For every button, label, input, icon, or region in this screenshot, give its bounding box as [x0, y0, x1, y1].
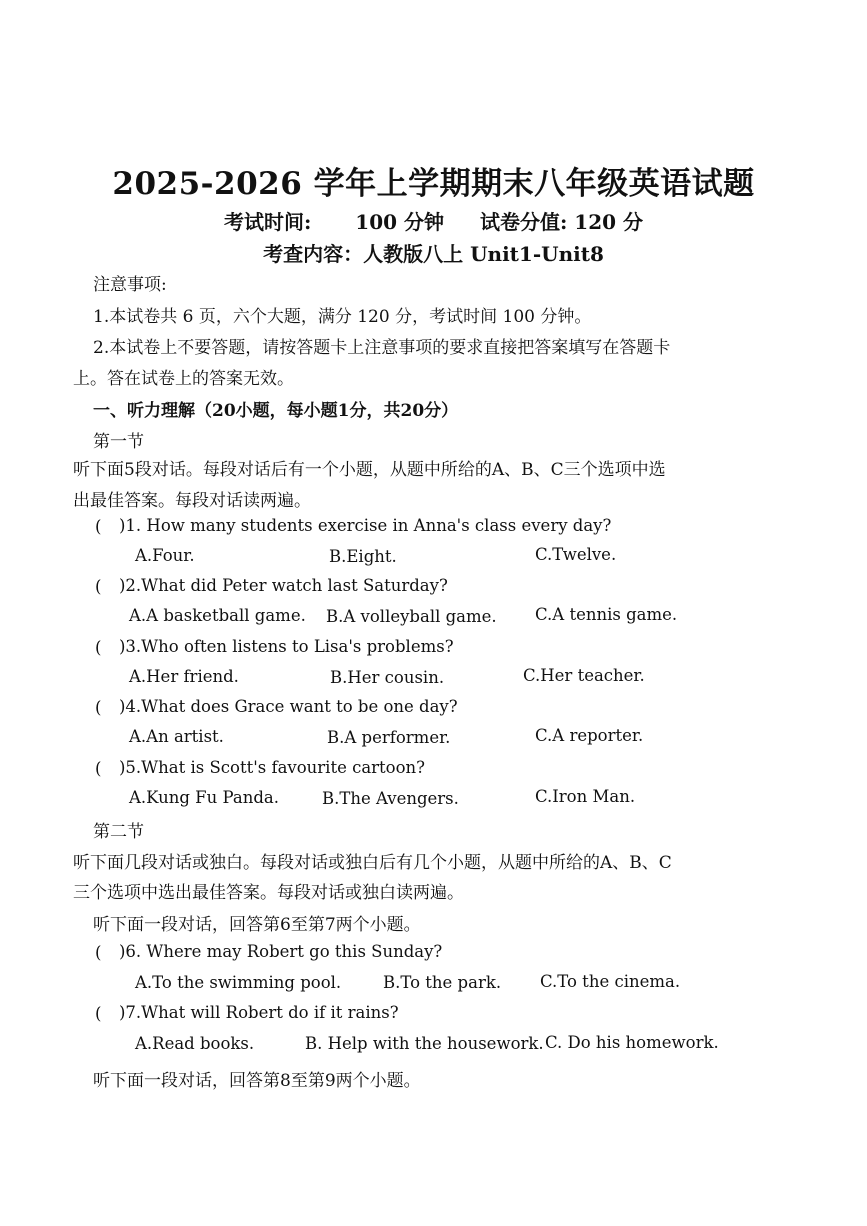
answer-paren: ( [95, 698, 102, 717]
answer-paren: ( [95, 577, 102, 596]
exam-time-label: 考试时间: [223, 210, 312, 234]
q2-option-a: A.A basketball game. [129, 606, 306, 625]
part-2-title: 第二节 [93, 822, 144, 842]
q6-option-c: C.To the cinema. [540, 972, 681, 991]
exam-title: 2025-2026 学年上学期期末八年级英语试题 [112, 166, 755, 202]
q2-option-b: B.A volleyball game. [326, 607, 497, 626]
answer-paren: ( [95, 638, 102, 657]
question-4: )4.What does Grace want to be one day? [119, 697, 458, 716]
question-5: )5.What is Scott's favourite cartoon? [119, 758, 426, 777]
section-1-heading: 一、听力理解（20小题，每小题1分，共20分） [93, 401, 459, 421]
part-2-sub-instruction-1: 听下面一段对话，回答第6至第7两个小题。 [93, 915, 421, 935]
notes-heading: 注意事项: [93, 275, 167, 295]
notes-item-1: 1.本试卷共 6 页，六个大题，满分 120 分，考试时间 100 分钟。 [93, 307, 592, 327]
answer-paren: ( [95, 1004, 102, 1023]
question-7: )7.What will Robert do if it rains? [119, 1003, 399, 1022]
exam-info-line [0, 206, 867, 235]
notes-item-2b: 上。答在试卷上的答案无效。 [73, 369, 294, 389]
q7-option-c: C. Do his homework. [545, 1033, 719, 1052]
q2-option-c: C.A tennis game. [535, 605, 678, 624]
part-2-sub-instruction-2: 听下面一段对话，回答第8至第9两个小题。 [93, 1071, 421, 1091]
q1-option-a: A.Four. [135, 546, 195, 565]
q4-option-a: A.An artist. [129, 727, 224, 746]
question-3: )3.Who often listens to Lisa's problems? [119, 637, 454, 656]
q3-option-c: C.Her teacher. [523, 666, 645, 685]
question-6: )6. Where may Robert go this Sunday? [119, 942, 443, 961]
q3-option-a: A.Her friend. [129, 667, 239, 686]
notes-item-2a: 2.本试卷上不要答题，请按答题卡上注意事项的要求直接把答案填写在答题卡 [93, 338, 671, 358]
exam-score: 试卷分值: 120 分 [479, 210, 644, 234]
question-2: )2.What did Peter watch last Saturday? [119, 576, 448, 595]
q7-option-b: B. Help with the housework. [305, 1034, 544, 1053]
exam-content: 考查内容：人教版八上 Unit1-Unit8 [263, 242, 604, 266]
q5-option-a: A.Kung Fu Panda. [129, 788, 279, 807]
part-1-instruction-a: 听下面5段对话。每段对话后有一个小题，从题中所给的A、B、C三个选项中选 [73, 460, 666, 480]
q3-option-b: B.Her cousin. [330, 668, 445, 687]
q1-option-b: B.Eight. [329, 547, 397, 566]
question-1: )1. How many students exercise in Anna's class every day? [119, 516, 612, 535]
answer-paren: ( [95, 759, 102, 778]
q5-option-b: B.The Avengers. [322, 789, 459, 808]
q4-option-c: C.A reporter. [535, 726, 644, 745]
answer-paren: ( [95, 943, 102, 962]
part-2-instruction-a: 听下面几段对话或独白。每段对话或独白后有几个小题，从题中所给的A、B、C [73, 853, 672, 873]
part-2-instruction-b: 三个选项中选出最佳答案。每段对话或独白读两遍。 [73, 883, 464, 903]
q4-option-b: B.A performer. [327, 728, 451, 747]
part-1-title: 第一节 [93, 432, 144, 452]
q6-option-a: A.To the swimming pool. [135, 973, 342, 992]
answer-paren: ( [95, 517, 102, 536]
q1-option-c: C.Twelve. [535, 545, 617, 564]
exam-time-value: 100 分钟 [355, 210, 445, 234]
q5-option-c: C.Iron Man. [535, 787, 636, 806]
q7-option-a: A.Read books. [135, 1034, 255, 1053]
q6-option-b: B.To the park. [383, 973, 502, 992]
part-1-instruction-b: 出最佳答案。每段对话读两遍。 [73, 491, 311, 511]
